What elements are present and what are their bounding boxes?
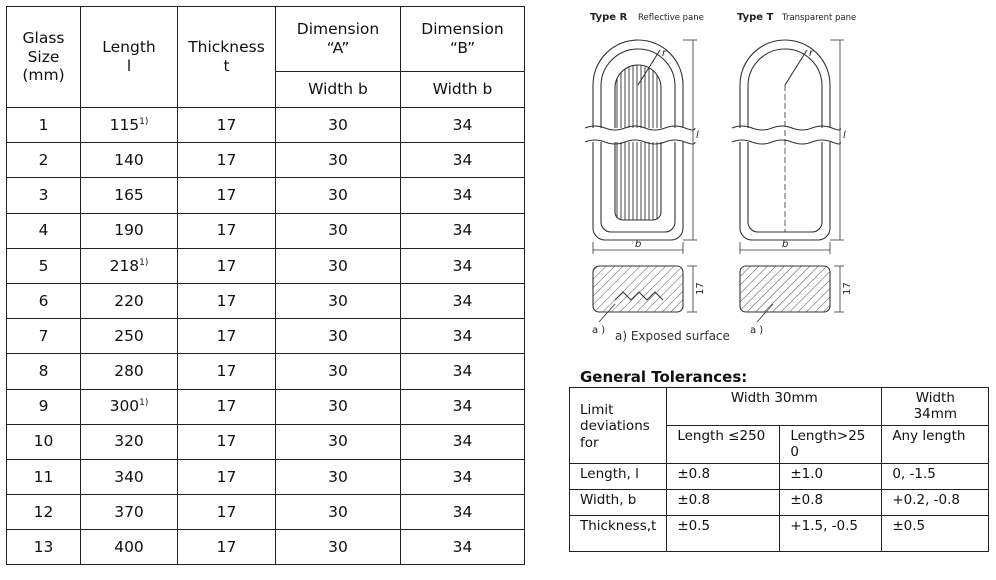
dimension-a-cell: 30 [276,495,401,530]
table-row [7,459,525,494]
glass-size-cell: 1 [7,108,81,143]
type-t-length-label: l [843,130,846,141]
glass-size-cell: 8 [7,354,81,389]
glass-size-cell: 7 [7,319,81,354]
type-r-title: Type R [590,12,628,23]
table-row [7,143,525,178]
header-dimension-b-width: Width b [401,72,525,108]
tol-cell: ±1.0 [780,464,882,490]
glass-size-cell: 5 [7,248,81,283]
tol-cell: ±0.8 [780,490,882,516]
type-r-exposed-marker: a ) [592,325,606,336]
dimension-a-cell: 30 [276,459,401,494]
type-t-title: Type T [737,12,774,23]
glass-size-cell: 11 [7,459,81,494]
length-cell: 320 [81,424,178,459]
table-row [7,389,525,424]
dimension-b-cell: 34 [401,495,525,530]
length-cell: 165 [81,178,178,213]
table-row [7,108,525,143]
glass-size-cell: 13 [7,530,81,565]
table-row [7,354,525,389]
dimension-b-cell: 34 [401,530,525,565]
header-dimension-a-width: Width b [276,72,401,108]
length-cell: 340 [81,459,178,494]
thickness-cell: 17 [178,319,276,354]
type-t-width-label: b [782,239,789,250]
header-length: Length l [81,7,178,108]
limit-deviations-label: Limit deviations for [570,388,667,464]
type-t-exposed-marker: a ) [750,325,764,336]
exposed-surface-note: a) Exposed surface [615,329,730,343]
thickness-cell: 17 [178,143,276,178]
tol-cell: +0.2, -0.8 [882,490,989,516]
type-r-description: Reflective pane [638,13,704,23]
glass-size-cell: 3 [7,178,81,213]
length-gt-250-header: Length>25 0 [780,426,882,464]
thickness-cell: 17 [178,389,276,424]
dimension-b-cell: 34 [401,389,525,424]
thickness-cell: 17 [178,495,276,530]
glass-size-cell: 6 [7,283,81,318]
dimension-b-cell: 34 [401,178,525,213]
header-dimension-b: Dimension “B” [401,7,525,72]
type-r-pane-view [585,40,697,254]
type-t-thickness-label: 17 [842,282,853,295]
type-r-length-label: l [696,130,699,141]
length-cell: 370 [81,495,178,530]
dimension-a-cell: 30 [276,530,401,565]
dimension-b-cell: 34 [401,283,525,318]
table-row [7,213,525,248]
thickness-cell: 17 [178,283,276,318]
dimension-b-cell: 34 [401,424,525,459]
type-t-pane-view [732,40,844,254]
tol-cell: +1.5, -0.5 [780,516,882,552]
thickness-cell: 17 [178,459,276,494]
glass-size-cell: 12 [7,495,81,530]
header-thickness: Thickness t [178,7,276,108]
dimension-b-cell: 34 [401,319,525,354]
type-r-cross-section [593,266,697,322]
dimension-a-cell: 30 [276,178,401,213]
tol-cell: ±0.8 [667,490,780,516]
type-t-description: Transparent pane [782,13,857,23]
dimension-a-cell: 30 [276,319,401,354]
tol-row-label: Length, l [570,464,667,490]
header-dimension-a: Dimension “A” [276,7,401,72]
length-cell: 280 [81,354,178,389]
glass-pane-diagram [575,0,875,350]
table-row [7,495,525,530]
length-cell: 250 [81,319,178,354]
dimension-a-cell: 30 [276,389,401,424]
table-row [7,424,525,459]
dimension-b-cell: 34 [401,459,525,494]
thickness-cell: 17 [178,108,276,143]
dimension-a-cell: 30 [276,424,401,459]
dimension-b-cell: 34 [401,143,525,178]
type-r-thickness-label: 17 [695,282,706,295]
tolerances-heading: General Tolerances: [580,368,748,386]
dimension-a-cell: 30 [276,248,401,283]
any-length-header: Any length [882,426,989,464]
table-row [7,248,525,283]
tol-row-label: Width, b [570,490,667,516]
dimension-a-cell: 30 [276,283,401,318]
type-r-width-label: b [635,239,642,250]
length-cell: 218$^{1)}$ [81,248,178,283]
footnote-marker: 1) [139,257,149,268]
dimension-b-cell: 34 [401,213,525,248]
glass-dimension-rows [7,108,525,565]
thickness-cell: 17 [178,213,276,248]
glass-size-cell: 4 [7,213,81,248]
table-row [7,283,525,318]
glass-size-cell: 2 [7,143,81,178]
thickness-cell: 17 [178,178,276,213]
tol-cell: ±0.5 [882,516,989,552]
tolerances-table [569,387,989,552]
type-r-radius-label: r [662,48,667,59]
dimension-a-cell: 30 [276,213,401,248]
type-t-cross-section [740,266,844,322]
width-34-header: Width 34mm [882,388,989,426]
thickness-cell: 17 [178,424,276,459]
length-le-250-header: Length ≤250 [667,426,780,464]
tol-cell: ±0.8 [667,464,780,490]
tol-cell: 0, -1.5 [882,464,989,490]
length-cell: 400 [81,530,178,565]
dimension-a-cell: 30 [276,143,401,178]
glass-size-cell: 10 [7,424,81,459]
thickness-cell: 17 [178,248,276,283]
thickness-cell: 17 [178,530,276,565]
length-cell: 220 [81,283,178,318]
thickness-cell: 17 [178,354,276,389]
footnote-marker: 1) [139,116,149,127]
tol-cell: ±0.5 [667,516,780,552]
footnote-marker: 1) [139,398,149,409]
dimension-b-cell: 34 [401,248,525,283]
dimension-a-cell: 30 [276,354,401,389]
glass-dimension-table [6,6,525,565]
dimension-a-cell: 30 [276,108,401,143]
type-t-radius-label: r [809,48,814,59]
dimension-b-cell: 34 [401,108,525,143]
glass-size-cell: 9 [7,389,81,424]
length-cell: 115$^{1)}$ [81,108,178,143]
length-cell: 300$^{1)}$ [81,389,178,424]
length-cell: 190 [81,213,178,248]
dimension-b-cell: 34 [401,354,525,389]
tol-row-label: Thickness,t [570,516,667,552]
width-30-header: Width 30mm [667,388,882,426]
table-row [7,530,525,565]
header-glass-size: Glass Size (mm) [7,7,81,108]
table-row [7,178,525,213]
length-cell: 140 [81,143,178,178]
table-row [7,319,525,354]
